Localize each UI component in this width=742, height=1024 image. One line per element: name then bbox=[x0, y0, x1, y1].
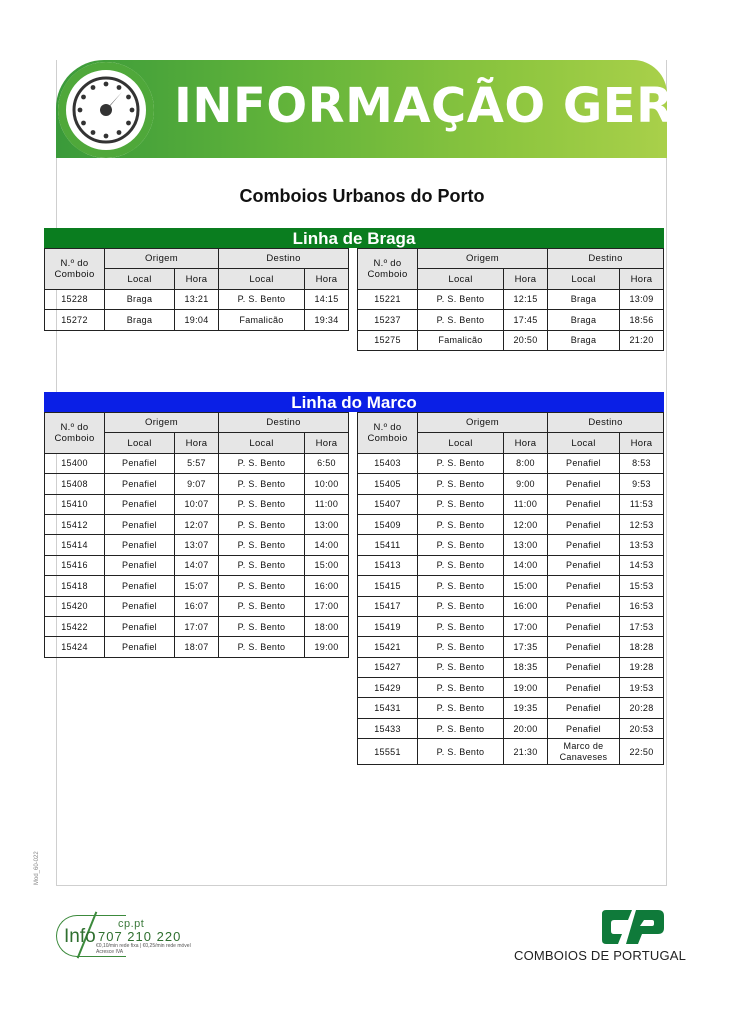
dest-hora: 6:50 bbox=[305, 453, 349, 473]
origin-hora: 13:07 bbox=[175, 535, 219, 555]
origin-local: Penafiel bbox=[105, 616, 175, 636]
dest-hora: 15:00 bbox=[305, 555, 349, 575]
origin-local: P. S. Bento bbox=[418, 535, 504, 555]
col-destination: Destino bbox=[548, 249, 664, 269]
origin-hora: 17:35 bbox=[504, 637, 548, 657]
origin-local: Penafiel bbox=[105, 535, 175, 555]
col-hora: Hora bbox=[305, 269, 349, 289]
table-row bbox=[45, 535, 349, 555]
train-no: 15413 bbox=[358, 555, 418, 575]
dest-local: P. S. Bento bbox=[219, 494, 305, 514]
table-row bbox=[358, 474, 664, 494]
dest-local: Penafiel bbox=[548, 514, 620, 534]
train-no: 15422 bbox=[45, 616, 105, 636]
dest-hora: 13:00 bbox=[305, 514, 349, 534]
origin-hora: 14:07 bbox=[175, 555, 219, 575]
origin-hora: 21:30 bbox=[504, 739, 548, 765]
table-row bbox=[358, 555, 664, 575]
train-no: 15431 bbox=[358, 698, 418, 718]
col-origin: Origem bbox=[418, 249, 548, 269]
info-rates: €0,10/min rede fixa | €0,25/min rede móvel bbox=[96, 943, 191, 949]
dest-local: Penafiel bbox=[548, 718, 620, 738]
info-label: Info bbox=[64, 926, 96, 947]
dest-hora: 16:53 bbox=[620, 596, 664, 616]
table-row bbox=[358, 310, 664, 330]
origin-local: P. S. Bento bbox=[418, 453, 504, 473]
col-train-no: N.º do Comboio bbox=[358, 249, 418, 290]
col-train-no: N.º do Comboio bbox=[358, 413, 418, 454]
train-no: 15414 bbox=[45, 535, 105, 555]
origin-local: P. S. Bento bbox=[418, 637, 504, 657]
dest-hora: 12:53 bbox=[620, 514, 664, 534]
dest-local: Penafiel bbox=[548, 474, 620, 494]
dest-local: Penafiel bbox=[548, 637, 620, 657]
table-row bbox=[358, 698, 664, 718]
table-row bbox=[45, 576, 349, 596]
origin-hora: 17:45 bbox=[504, 310, 548, 330]
col-local: Local bbox=[418, 433, 504, 453]
train-no: 15411 bbox=[358, 535, 418, 555]
dest-hora: 10:00 bbox=[305, 474, 349, 494]
origin-local: Braga bbox=[105, 289, 175, 309]
train-no: 15427 bbox=[358, 657, 418, 677]
train-no: 15275 bbox=[358, 330, 418, 350]
origin-local: P. S. Bento bbox=[418, 657, 504, 677]
dest-local: Braga bbox=[548, 289, 620, 309]
dest-hora: 13:53 bbox=[620, 535, 664, 555]
train-no: 15272 bbox=[45, 310, 105, 330]
table-row bbox=[358, 739, 664, 765]
cp-logo-icon bbox=[598, 908, 666, 946]
col-hora: Hora bbox=[305, 433, 349, 453]
dest-local: P. S. Bento bbox=[219, 576, 305, 596]
origin-hora: 13:00 bbox=[504, 535, 548, 555]
origin-hora: 9:07 bbox=[175, 474, 219, 494]
col-train-no: N.º do Comboio bbox=[45, 249, 105, 290]
col-hora: Hora bbox=[175, 433, 219, 453]
col-local: Local bbox=[418, 269, 504, 289]
col-local: Local bbox=[105, 433, 175, 453]
brand-name: COMBOIOS DE PORTUGAL bbox=[514, 948, 687, 963]
origin-hora: 10:07 bbox=[175, 494, 219, 514]
origin-local: P. S. Bento bbox=[418, 718, 504, 738]
origin-hora: 16:07 bbox=[175, 596, 219, 616]
dest-hora: 11:00 bbox=[305, 494, 349, 514]
col-local: Local bbox=[548, 269, 620, 289]
table-row bbox=[358, 330, 664, 350]
dest-local: Penafiel bbox=[548, 698, 620, 718]
gauge-icon bbox=[58, 62, 154, 158]
origin-hora: 8:00 bbox=[504, 453, 548, 473]
dest-local: P. S. Bento bbox=[219, 616, 305, 636]
dest-hora: 15:53 bbox=[620, 576, 664, 596]
origin-local: P. S. Bento bbox=[418, 678, 504, 698]
table-row bbox=[45, 453, 349, 473]
train-no: 15420 bbox=[45, 596, 105, 616]
dest-local: Penafiel bbox=[548, 535, 620, 555]
origin-hora: 20:50 bbox=[504, 330, 548, 350]
braga-left-table bbox=[44, 248, 349, 331]
origin-hora: 19:00 bbox=[504, 678, 548, 698]
origin-hora: 12:00 bbox=[504, 514, 548, 534]
col-local: Local bbox=[105, 269, 175, 289]
dest-hora: 14:00 bbox=[305, 535, 349, 555]
dest-local: Penafiel bbox=[548, 555, 620, 575]
train-no: 15416 bbox=[45, 555, 105, 575]
dest-local: Braga bbox=[548, 330, 620, 350]
dest-local: Famalicão bbox=[219, 310, 305, 330]
train-no: 15419 bbox=[358, 616, 418, 636]
dest-local: P. S. Bento bbox=[219, 514, 305, 534]
col-hora: Hora bbox=[620, 433, 664, 453]
dest-hora: 20:28 bbox=[620, 698, 664, 718]
origin-hora: 14:00 bbox=[504, 555, 548, 575]
origin-local: Famalicão bbox=[418, 330, 504, 350]
dest-hora: 8:53 bbox=[620, 453, 664, 473]
dest-local: Penafiel bbox=[548, 494, 620, 514]
origin-hora: 20:00 bbox=[504, 718, 548, 738]
train-no: 15408 bbox=[45, 474, 105, 494]
train-no: 15417 bbox=[358, 596, 418, 616]
train-no: 15405 bbox=[358, 474, 418, 494]
origin-local: Penafiel bbox=[105, 576, 175, 596]
col-local: Local bbox=[219, 433, 305, 453]
origin-hora: 19:35 bbox=[504, 698, 548, 718]
origin-hora: 11:00 bbox=[504, 494, 548, 514]
dest-hora: 19:34 bbox=[305, 310, 349, 330]
table-row bbox=[45, 289, 349, 309]
col-origin: Origem bbox=[105, 413, 219, 433]
origin-local: Penafiel bbox=[105, 453, 175, 473]
origin-local: P. S. Bento bbox=[418, 514, 504, 534]
col-train-no: N.º do Comboio bbox=[45, 413, 105, 454]
table-row bbox=[358, 535, 664, 555]
dest-hora: 14:15 bbox=[305, 289, 349, 309]
train-no: 15421 bbox=[358, 637, 418, 657]
dest-local: P. S. Bento bbox=[219, 596, 305, 616]
table-row bbox=[45, 596, 349, 616]
dest-hora: 9:53 bbox=[620, 474, 664, 494]
table-row bbox=[358, 289, 664, 309]
marco-right-table bbox=[357, 412, 664, 765]
dest-hora: 17:00 bbox=[305, 596, 349, 616]
dest-hora: 11:53 bbox=[620, 494, 664, 514]
table-row bbox=[358, 514, 664, 534]
train-no: 15403 bbox=[358, 453, 418, 473]
dest-hora: 13:09 bbox=[620, 289, 664, 309]
origin-hora: 15:00 bbox=[504, 576, 548, 596]
origin-local: Penafiel bbox=[105, 474, 175, 494]
table-row bbox=[358, 453, 664, 473]
col-local: Local bbox=[548, 433, 620, 453]
info-iva: Acresce IVA bbox=[96, 949, 124, 955]
info-phone[interactable]: 707 210 220 bbox=[98, 929, 182, 944]
gauge-icon-badge bbox=[58, 62, 154, 158]
table-row bbox=[358, 596, 664, 616]
origin-hora: 18:07 bbox=[175, 637, 219, 657]
table-row bbox=[358, 494, 664, 514]
origin-local: P. S. Bento bbox=[418, 289, 504, 309]
table-row bbox=[45, 310, 349, 330]
dest-local: Penafiel bbox=[548, 576, 620, 596]
origin-local: Penafiel bbox=[105, 596, 175, 616]
origin-hora: 17:00 bbox=[504, 616, 548, 636]
origin-local: Braga bbox=[105, 310, 175, 330]
col-hora: Hora bbox=[504, 433, 548, 453]
origin-hora: 12:15 bbox=[504, 289, 548, 309]
dest-hora: 16:00 bbox=[305, 576, 349, 596]
train-no: 15433 bbox=[358, 718, 418, 738]
header-title: INFORMAÇÃO GERAL bbox=[174, 78, 742, 134]
origin-hora: 16:00 bbox=[504, 596, 548, 616]
marco-left-table bbox=[44, 412, 349, 658]
origin-local: Penafiel bbox=[105, 494, 175, 514]
table-row bbox=[45, 616, 349, 636]
table-row bbox=[45, 474, 349, 494]
origin-local: P. S. Bento bbox=[418, 596, 504, 616]
train-no: 15424 bbox=[45, 637, 105, 657]
origin-hora: 12:07 bbox=[175, 514, 219, 534]
col-destination: Destino bbox=[548, 413, 664, 433]
origin-local: P. S. Bento bbox=[418, 494, 504, 514]
col-hora: Hora bbox=[620, 269, 664, 289]
line-braga-title: Linha de Braga bbox=[44, 228, 664, 248]
origin-hora: 9:00 bbox=[504, 474, 548, 494]
origin-local: P. S. Bento bbox=[418, 474, 504, 494]
origin-local: P. S. Bento bbox=[418, 698, 504, 718]
dest-hora: 17:53 bbox=[620, 616, 664, 636]
dest-local: Penafiel bbox=[548, 678, 620, 698]
origin-local: P. S. Bento bbox=[418, 576, 504, 596]
origin-local: P. S. Bento bbox=[418, 555, 504, 575]
dest-hora: 14:53 bbox=[620, 555, 664, 575]
table-row bbox=[358, 718, 664, 738]
dest-local: Penafiel bbox=[548, 657, 620, 677]
dest-local: Penafiel bbox=[548, 596, 620, 616]
dest-local: P. S. Bento bbox=[219, 555, 305, 575]
col-destination: Destino bbox=[219, 413, 349, 433]
train-no: 15429 bbox=[358, 678, 418, 698]
dest-local: P. S. Bento bbox=[219, 535, 305, 555]
origin-local: P. S. Bento bbox=[418, 739, 504, 765]
info-website[interactable]: cp.pt bbox=[118, 918, 145, 930]
origin-local: Penafiel bbox=[105, 514, 175, 534]
col-hora: Hora bbox=[504, 269, 548, 289]
origin-hora: 5:57 bbox=[175, 453, 219, 473]
dest-local: Marco de Canaveses bbox=[548, 739, 620, 765]
col-local: Local bbox=[219, 269, 305, 289]
col-hora: Hora bbox=[175, 269, 219, 289]
dest-local: P. S. Bento bbox=[219, 453, 305, 473]
col-origin: Origem bbox=[418, 413, 548, 433]
table-row bbox=[358, 576, 664, 596]
origin-local: Penafiel bbox=[105, 637, 175, 657]
train-no: 15418 bbox=[45, 576, 105, 596]
dest-local: P. S. Bento bbox=[219, 637, 305, 657]
origin-local: P. S. Bento bbox=[418, 310, 504, 330]
dest-hora: 20:53 bbox=[620, 718, 664, 738]
document-code: Mod_60-022 bbox=[34, 851, 40, 885]
dest-hora: 18:28 bbox=[620, 637, 664, 657]
dest-local: Penafiel bbox=[548, 616, 620, 636]
origin-hora: 15:07 bbox=[175, 576, 219, 596]
table-row bbox=[45, 637, 349, 657]
dest-hora: 18:56 bbox=[620, 310, 664, 330]
dest-hora: 22:50 bbox=[620, 739, 664, 765]
train-no: 15415 bbox=[358, 576, 418, 596]
col-destination: Destino bbox=[219, 249, 349, 269]
train-no: 15400 bbox=[45, 453, 105, 473]
table-row bbox=[358, 637, 664, 657]
dest-hora: 18:00 bbox=[305, 616, 349, 636]
table-row bbox=[45, 555, 349, 575]
dest-local: P. S. Bento bbox=[219, 289, 305, 309]
origin-local: Penafiel bbox=[105, 555, 175, 575]
table-row bbox=[45, 494, 349, 514]
dest-hora: 19:53 bbox=[620, 678, 664, 698]
train-no: 15410 bbox=[45, 494, 105, 514]
braga-right-table bbox=[357, 248, 664, 351]
train-no: 15551 bbox=[358, 739, 418, 765]
origin-hora: 18:35 bbox=[504, 657, 548, 677]
train-no: 15221 bbox=[358, 289, 418, 309]
dest-local: P. S. Bento bbox=[219, 474, 305, 494]
dest-hora: 19:28 bbox=[620, 657, 664, 677]
dest-hora: 19:00 bbox=[305, 637, 349, 657]
dest-hora: 21:20 bbox=[620, 330, 664, 350]
train-no: 15228 bbox=[45, 289, 105, 309]
table-row bbox=[358, 616, 664, 636]
table-row bbox=[358, 657, 664, 677]
origin-hora: 13:21 bbox=[175, 289, 219, 309]
origin-hora: 17:07 bbox=[175, 616, 219, 636]
table-row bbox=[45, 514, 349, 534]
train-no: 15409 bbox=[358, 514, 418, 534]
train-no: 15237 bbox=[358, 310, 418, 330]
origin-hora: 19:04 bbox=[175, 310, 219, 330]
origin-local: P. S. Bento bbox=[418, 616, 504, 636]
col-origin: Origem bbox=[105, 249, 219, 269]
page-title: Comboios Urbanos do Porto bbox=[239, 186, 485, 206]
line-marco-title: Linha do Marco bbox=[44, 392, 664, 412]
table-row bbox=[358, 678, 664, 698]
dest-local: Penafiel bbox=[548, 453, 620, 473]
train-no: 15407 bbox=[358, 494, 418, 514]
dest-local: Braga bbox=[548, 310, 620, 330]
train-no: 15412 bbox=[45, 514, 105, 534]
